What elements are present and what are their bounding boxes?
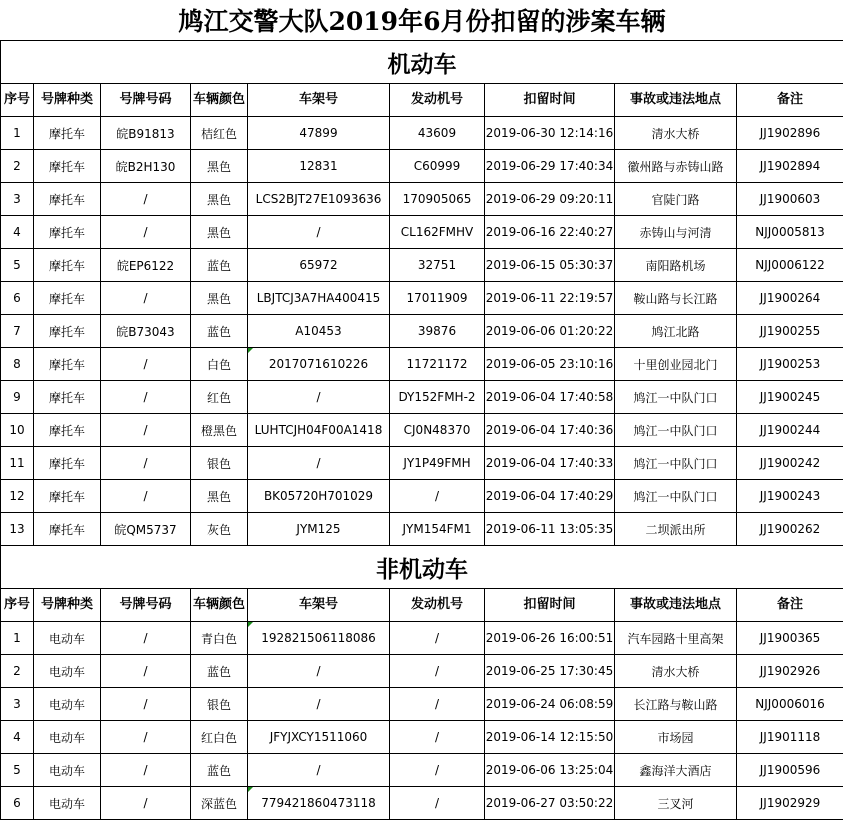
frame-number-cell[interactable]: 12831: [248, 150, 390, 183]
row-number-cell[interactable]: 8: [1, 348, 34, 381]
incident-location-cell[interactable]: 官陡门路: [615, 183, 737, 216]
column-header-remark[interactable]: 备注: [737, 589, 843, 622]
frame-number-cell[interactable]: 65972: [248, 249, 390, 282]
engine-number-cell[interactable]: DY152FMH-2: [390, 381, 485, 414]
plate-type-cell[interactable]: 电动车: [34, 787, 101, 820]
detention-time-cell[interactable]: 2019-06-29 09:20:11: [485, 183, 615, 216]
engine-number-cell[interactable]: /: [390, 655, 485, 688]
row-number-cell[interactable]: 9: [1, 381, 34, 414]
table-row: [1, 721, 843, 754]
engine-number-cell[interactable]: /: [390, 688, 485, 721]
plate-type-cell[interactable]: 摩托车: [34, 249, 101, 282]
frame-number-cell[interactable]: 47899: [248, 117, 390, 150]
plate-number-cell[interactable]: 皖QM5737: [101, 513, 191, 546]
row-number-cell[interactable]: 5: [1, 754, 34, 787]
remark-cell[interactable]: NJJ0006122: [737, 249, 843, 282]
engine-number-cell[interactable]: 170905065: [390, 183, 485, 216]
plate-number-cell[interactable]: /: [101, 216, 191, 249]
column-header-incident-location[interactable]: 事故或违法地点: [615, 84, 737, 117]
table-row: [1, 315, 843, 348]
incident-location-cell[interactable]: 二坝派出所: [615, 513, 737, 546]
plate-type-cell[interactable]: 摩托车: [34, 513, 101, 546]
plate-number-cell[interactable]: /: [101, 622, 191, 655]
plate-type-cell[interactable]: 摩托车: [34, 117, 101, 150]
remark-cell[interactable]: JJ1900255: [737, 315, 843, 348]
plate-number-cell[interactable]: /: [101, 721, 191, 754]
plate-type-cell[interactable]: 电动车: [34, 622, 101, 655]
table-row: [1, 348, 843, 381]
plate-number-cell[interactable]: /: [101, 348, 191, 381]
vehicle-color-cell[interactable]: 蓝色: [191, 754, 248, 787]
plate-type-cell[interactable]: 摩托车: [34, 381, 101, 414]
plate-type-cell[interactable]: 摩托车: [34, 414, 101, 447]
remark-cell[interactable]: JJ1900365: [737, 622, 843, 655]
detention-time-cell[interactable]: 2019-06-24 06:08:59: [485, 688, 615, 721]
frame-number-cell[interactable]: 2017071610226: [248, 348, 390, 381]
row-number-cell[interactable]: 6: [1, 282, 34, 315]
vehicle-color-cell[interactable]: 红白色: [191, 721, 248, 754]
vehicle-color-cell[interactable]: 橙黑色: [191, 414, 248, 447]
detention-time-cell[interactable]: 2019-06-26 16:00:51: [485, 622, 615, 655]
table-row: [1, 447, 843, 480]
remark-cell[interactable]: JJ1900264: [737, 282, 843, 315]
engine-number-cell[interactable]: 39876: [390, 315, 485, 348]
engine-number-cell[interactable]: 17011909: [390, 282, 485, 315]
plate-number-cell[interactable]: /: [101, 655, 191, 688]
detention-time-cell[interactable]: 2019-06-25 17:30:45: [485, 655, 615, 688]
incident-location-cell[interactable]: 三叉河: [615, 787, 737, 820]
frame-number-cell[interactable]: LCS2BJT27E1093636: [248, 183, 390, 216]
table-row: [1, 183, 843, 216]
column-header-incident-location[interactable]: 事故或违法地点: [615, 589, 737, 622]
frame-number-cell[interactable]: /: [248, 754, 390, 787]
table-row: [1, 754, 843, 787]
row-number-cell[interactable]: 2: [1, 150, 34, 183]
remark-cell[interactable]: JJ1900253: [737, 348, 843, 381]
detention-time-cell[interactable]: 2019-06-30 12:14:16: [485, 117, 615, 150]
vehicle-color-cell[interactable]: 蓝色: [191, 249, 248, 282]
incident-location-cell[interactable]: 南阳路机场: [615, 249, 737, 282]
title-row: [1, 0, 843, 41]
row-number-cell[interactable]: 12: [1, 480, 34, 513]
remark-cell[interactable]: JJ1902894: [737, 150, 843, 183]
detention-time-cell[interactable]: 2019-06-27 03:50:22: [485, 787, 615, 820]
detention-time-cell[interactable]: 2019-06-11 13:05:35: [485, 513, 615, 546]
table-row: [1, 688, 843, 721]
plate-type-cell[interactable]: 电动车: [34, 754, 101, 787]
row-number-cell[interactable]: 3: [1, 688, 34, 721]
incident-location-cell[interactable]: 赤铸山与河清: [615, 216, 737, 249]
plate-type-cell[interactable]: 摩托车: [34, 216, 101, 249]
remark-cell[interactable]: JJ1902896: [737, 117, 843, 150]
column-header-plate-type[interactable]: 号牌种类: [34, 589, 101, 622]
plate-number-cell[interactable]: /: [101, 787, 191, 820]
remark-cell[interactable]: JJ1900245: [737, 381, 843, 414]
vehicle-color-cell[interactable]: 白色: [191, 348, 248, 381]
vehicle-color-cell[interactable]: 黑色: [191, 480, 248, 513]
incident-location-cell[interactable]: 鞍山路与长江路: [615, 282, 737, 315]
column-header-plate-type[interactable]: 号牌种类: [34, 84, 101, 117]
row-number-cell[interactable]: 4: [1, 721, 34, 754]
frame-number-cell[interactable]: JFYJXCY1511060: [248, 721, 390, 754]
plate-type-cell[interactable]: 摩托车: [34, 447, 101, 480]
row-number-cell[interactable]: 10: [1, 414, 34, 447]
vehicle-color-cell[interactable]: 黑色: [191, 150, 248, 183]
detention-time-cell[interactable]: 2019-06-16 22:40:27: [485, 216, 615, 249]
remark-cell[interactable]: NJJ0005813: [737, 216, 843, 249]
engine-number-cell[interactable]: /: [390, 787, 485, 820]
plate-type-cell[interactable]: 电动车: [34, 721, 101, 754]
detention-time-cell[interactable]: 2019-06-15 05:30:37: [485, 249, 615, 282]
vehicle-color-cell[interactable]: 青白色: [191, 622, 248, 655]
plate-number-cell[interactable]: /: [101, 381, 191, 414]
table-row: [1, 150, 843, 183]
engine-number-cell[interactable]: 32751: [390, 249, 485, 282]
column-header-plate-number[interactable]: 号牌号码: [101, 589, 191, 622]
remark-cell[interactable]: JJ1902926: [737, 655, 843, 688]
vehicle-color-cell[interactable]: 桔红色: [191, 117, 248, 150]
column-header-detention-time[interactable]: 扣留时间: [485, 589, 615, 622]
vehicle-color-cell[interactable]: 蓝色: [191, 315, 248, 348]
table-row: [1, 414, 843, 447]
section-heading-row: [1, 546, 843, 589]
vehicle-color-cell[interactable]: 灰色: [191, 513, 248, 546]
remark-cell[interactable]: JJ1901118: [737, 721, 843, 754]
engine-number-cell[interactable]: /: [390, 754, 485, 787]
plate-type-cell[interactable]: 摩托车: [34, 480, 101, 513]
incident-location-cell[interactable]: 汽车园路十里高架: [615, 622, 737, 655]
incident-location-cell[interactable]: 鸠江一中队门口: [615, 447, 737, 480]
detention-time-cell[interactable]: 2019-06-11 22:19:57: [485, 282, 615, 315]
table-row: [1, 655, 843, 688]
frame-number-cell[interactable]: /: [248, 216, 390, 249]
table-row: [1, 480, 843, 513]
table-row: [1, 216, 843, 249]
remark-cell[interactable]: JJ1902929: [737, 787, 843, 820]
frame-number-cell[interactable]: 779421860473118: [248, 787, 390, 820]
column-header-row-number[interactable]: 序号: [1, 84, 34, 117]
vehicle-color-cell[interactable]: 黑色: [191, 282, 248, 315]
plate-type-cell[interactable]: 摩托车: [34, 150, 101, 183]
frame-number-cell[interactable]: LUHTCJH04F00A1418: [248, 414, 390, 447]
vehicle-color-cell[interactable]: 黑色: [191, 183, 248, 216]
table-row: [1, 249, 843, 282]
column-header-engine-number[interactable]: 发动机号: [390, 84, 485, 117]
column-header-plate-number[interactable]: 号牌号码: [101, 84, 191, 117]
remark-cell[interactable]: JJ1900243: [737, 480, 843, 513]
plate-number-cell[interactable]: 皖EP6122: [101, 249, 191, 282]
incident-location-cell[interactable]: 徽州路与赤铸山路: [615, 150, 737, 183]
vehicle-color-cell[interactable]: 黑色: [191, 216, 248, 249]
column-header-detention-time[interactable]: 扣留时间: [485, 84, 615, 117]
remark-cell[interactable]: NJJ0006016: [737, 688, 843, 721]
engine-number-cell[interactable]: /: [390, 480, 485, 513]
incident-location-cell[interactable]: 鸠江北路: [615, 315, 737, 348]
detention-time-cell[interactable]: 2019-06-29 17:40:34: [485, 150, 615, 183]
table-row: [1, 282, 843, 315]
engine-number-cell[interactable]: CJ0N48370: [390, 414, 485, 447]
plate-type-cell[interactable]: 摩托车: [34, 315, 101, 348]
remark-cell[interactable]: JJ1900596: [737, 754, 843, 787]
frame-number-cell[interactable]: /: [248, 447, 390, 480]
plate-number-cell[interactable]: /: [101, 414, 191, 447]
plate-number-cell[interactable]: /: [101, 447, 191, 480]
column-header-row: [1, 84, 843, 117]
plate-number-cell[interactable]: /: [101, 183, 191, 216]
incident-location-cell[interactable]: 清水大桥: [615, 655, 737, 688]
engine-number-cell[interactable]: 43609: [390, 117, 485, 150]
table-row: [1, 622, 843, 655]
vehicle-color-cell[interactable]: 蓝色: [191, 655, 248, 688]
column-header-vehicle-color[interactable]: 车辆颜色: [191, 589, 248, 622]
frame-number-cell[interactable]: /: [248, 655, 390, 688]
plate-type-cell[interactable]: 摩托车: [34, 183, 101, 216]
vehicle-color-cell[interactable]: 银色: [191, 447, 248, 480]
frame-number-cell[interactable]: /: [248, 688, 390, 721]
engine-number-cell[interactable]: C60999: [390, 150, 485, 183]
plate-number-cell[interactable]: /: [101, 282, 191, 315]
section-heading-row: [1, 41, 843, 84]
row-number-cell[interactable]: 3: [1, 183, 34, 216]
remark-cell[interactable]: JJ1900242: [737, 447, 843, 480]
incident-location-cell[interactable]: 鸠江一中队门口: [615, 414, 737, 447]
table-row: [1, 381, 843, 414]
column-header-remark[interactable]: 备注: [737, 84, 843, 117]
plate-number-cell[interactable]: 皖B73043: [101, 315, 191, 348]
column-header-engine-number[interactable]: 发动机号: [390, 589, 485, 622]
incident-location-cell[interactable]: 鸠江一中队门口: [615, 381, 737, 414]
column-header-frame-number[interactable]: 车架号: [248, 84, 390, 117]
section-heading: 机动车: [1, 41, 843, 84]
row-number-cell[interactable]: 6: [1, 787, 34, 820]
row-number-cell[interactable]: 1: [1, 117, 34, 150]
frame-number-cell[interactable]: LBJTCJ3A7HA400415: [248, 282, 390, 315]
detention-time-cell[interactable]: 2019-06-05 23:10:16: [485, 348, 615, 381]
plate-number-cell[interactable]: 皖B2H130: [101, 150, 191, 183]
section-heading: 非机动车: [1, 546, 843, 589]
incident-location-cell[interactable]: 鑫海洋大酒店: [615, 754, 737, 787]
row-number-cell[interactable]: 1: [1, 622, 34, 655]
incident-location-cell[interactable]: 长江路与鞍山路: [615, 688, 737, 721]
remark-cell[interactable]: JJ1900262: [737, 513, 843, 546]
row-number-cell[interactable]: 13: [1, 513, 34, 546]
plate-type-cell[interactable]: 摩托车: [34, 348, 101, 381]
sheet-title: 鸠江交警大队2019年6月份扣留的涉案车辆: [1, 0, 843, 41]
plate-number-cell[interactable]: /: [101, 754, 191, 787]
row-number-cell[interactable]: 7: [1, 315, 34, 348]
plate-type-cell[interactable]: 电动车: [34, 688, 101, 721]
engine-number-cell[interactable]: 11721172: [390, 348, 485, 381]
detention-time-cell[interactable]: 2019-06-14 12:15:50: [485, 721, 615, 754]
table-row: [1, 787, 843, 820]
detention-time-cell[interactable]: 2019-06-04 17:40:29: [485, 480, 615, 513]
plate-number-cell[interactable]: /: [101, 480, 191, 513]
table-row: [1, 117, 843, 150]
table-row: [1, 513, 843, 546]
vehicle-color-cell[interactable]: 红色: [191, 381, 248, 414]
frame-number-cell[interactable]: /: [248, 381, 390, 414]
engine-number-cell[interactable]: CL162FMHV: [390, 216, 485, 249]
incident-location-cell[interactable]: 市场园: [615, 721, 737, 754]
detention-time-cell[interactable]: 2019-06-04 17:40:58: [485, 381, 615, 414]
frame-number-cell[interactable]: 192821506118086: [248, 622, 390, 655]
row-number-cell[interactable]: 5: [1, 249, 34, 282]
incident-location-cell[interactable]: 鸠江一中队门口: [615, 480, 737, 513]
detention-time-cell[interactable]: 2019-06-06 13:25:04: [485, 754, 615, 787]
detention-time-cell[interactable]: 2019-06-04 17:40:33: [485, 447, 615, 480]
remark-cell[interactable]: JJ1900244: [737, 414, 843, 447]
engine-number-cell[interactable]: /: [390, 721, 485, 754]
plate-number-cell[interactable]: /: [101, 688, 191, 721]
row-number-cell[interactable]: 4: [1, 216, 34, 249]
vehicle-color-cell[interactable]: 深蓝色: [191, 787, 248, 820]
engine-number-cell[interactable]: JYM154FM1: [390, 513, 485, 546]
row-number-cell[interactable]: 2: [1, 655, 34, 688]
frame-number-cell[interactable]: JYM125: [248, 513, 390, 546]
plate-type-cell[interactable]: 摩托车: [34, 282, 101, 315]
column-header-vehicle-color[interactable]: 车辆颜色: [191, 84, 248, 117]
column-header-row-number[interactable]: 序号: [1, 589, 34, 622]
engine-number-cell[interactable]: JY1P49FMH: [390, 447, 485, 480]
incident-location-cell[interactable]: 清水大桥: [615, 117, 737, 150]
remark-cell[interactable]: JJ1900603: [737, 183, 843, 216]
column-header-frame-number[interactable]: 车架号: [248, 589, 390, 622]
detention-time-cell[interactable]: 2019-06-06 01:20:22: [485, 315, 615, 348]
incident-location-cell[interactable]: 十里创业园北门: [615, 348, 737, 381]
plate-number-cell[interactable]: 皖B91813: [101, 117, 191, 150]
engine-number-cell[interactable]: /: [390, 622, 485, 655]
frame-number-cell[interactable]: A10453: [248, 315, 390, 348]
frame-number-cell[interactable]: BK05720H701029: [248, 480, 390, 513]
column-header-row: [1, 589, 843, 622]
plate-type-cell[interactable]: 电动车: [34, 655, 101, 688]
row-number-cell[interactable]: 11: [1, 447, 34, 480]
vehicle-color-cell[interactable]: 银色: [191, 688, 248, 721]
detention-time-cell[interactable]: 2019-06-04 17:40:36: [485, 414, 615, 447]
